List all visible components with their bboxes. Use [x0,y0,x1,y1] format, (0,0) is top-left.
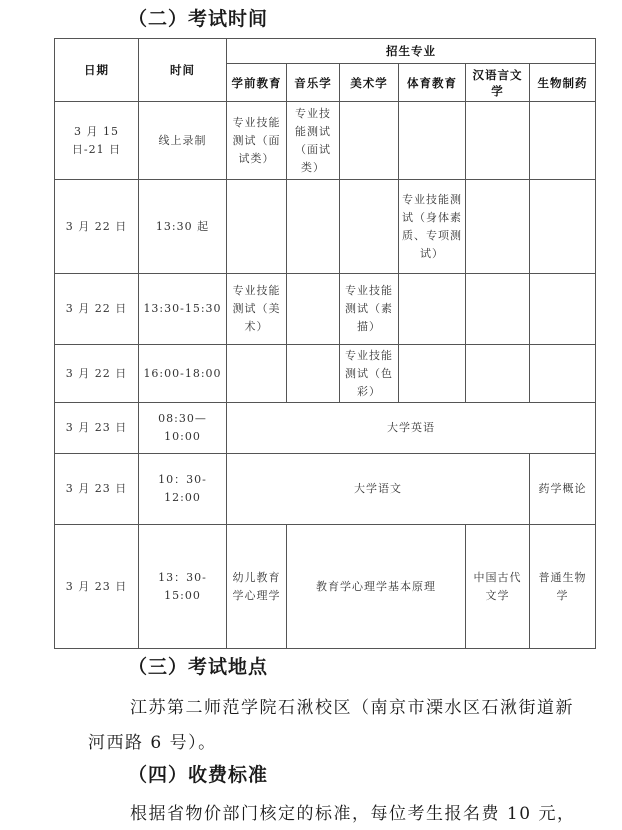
header-major-preschool: 学前教育 [227,64,287,102]
cell-date: 3 月 15 日-21 日 [55,102,139,180]
cell-preschool: 专业技能测试（美术） [227,274,287,345]
header-major-art: 美术学 [340,64,399,102]
table-row [55,525,596,649]
table-row [55,102,596,180]
cell-date: 3 月 22 日 [55,345,139,403]
exam-place-heading: （三）考试地点 [128,656,269,678]
cell-chinese [466,274,530,345]
cell-time: 10：30-12:00 [139,454,227,525]
cell-art [340,180,399,274]
exam-schedule-table [54,38,596,649]
cell-pe: 专业技能测试（身体素质、专项测试） [399,180,466,274]
cell-date: 3 月 22 日 [55,274,139,345]
cell-art: 专业技能测试（素描） [340,274,399,345]
cell-pharma [530,102,596,180]
exam-place-text-line1: 江苏第二师范学院石湫校区（南京市溧水区石湫街道新 [130,698,574,718]
header-time: 时间 [139,39,227,102]
cell-preschool [227,345,287,403]
cell-pharma [530,274,596,345]
table-row [55,454,596,525]
exam-time-heading: （二）考试时间 [128,8,269,30]
header-date: 日期 [55,39,139,102]
cell-date: 3 月 23 日 [55,525,139,649]
cell-art [340,102,399,180]
header-row [55,39,596,64]
table-row [55,180,596,274]
cell-time: 13:30-15:30 [139,274,227,345]
header-major-pe: 体育教育 [399,64,466,102]
cell-date: 3 月 23 日 [55,454,139,525]
cell-time: 16:00-18:00 [139,345,227,403]
cell-music [287,180,340,274]
cell-pe [399,102,466,180]
cell-music [287,345,340,403]
table-row [55,345,596,403]
cell-chinese [466,180,530,274]
cell-pe [399,345,466,403]
fee-text-line1: 根据省物价部门核定的标准，每位考生报名费 10 元， [130,804,576,824]
header-major-pharma: 生物制药 [530,64,596,102]
cell-time: 线上录制 [139,102,227,180]
cell-pharma [530,345,596,403]
cell-pharma [530,180,596,274]
cell-merged-subject: 大学英语 [227,403,596,454]
cell-date: 3 月 23 日 [55,403,139,454]
cell-time: 08:30—10:00 [139,403,227,454]
table-row [55,274,596,345]
cell-chinese [466,345,530,403]
cell-pharma: 普通生物学 [530,525,596,649]
fee-heading: （四）收费标准 [128,764,269,786]
cell-time: 13:30 起 [139,180,227,274]
cell-chinese [466,102,530,180]
cell-merged-subject: 大学语文 [227,454,530,525]
cell-music: 专业技能测试（面试类） [287,102,340,180]
cell-preschool: 幼儿教育学心理学 [227,525,287,649]
cell-chinese: 中国古代文学 [466,525,530,649]
header-major-music: 音乐学 [287,64,340,102]
table-row [55,403,596,454]
cell-merged-subject: 教育学心理学基本原理 [287,525,466,649]
cell-date: 3 月 22 日 [55,180,139,274]
header-majors-group: 招生专业 [227,39,596,64]
exam-place-text-line2: 河西路 6 号）。 [88,733,217,753]
cell-preschool: 专业技能测试（面试类） [227,102,287,180]
cell-preschool [227,180,287,274]
cell-art: 专业技能测试（色彩） [340,345,399,403]
cell-time: 13：30-15:00 [139,525,227,649]
cell-pharma: 药学概论 [530,454,596,525]
cell-pe [399,274,466,345]
header-major-chinese: 汉语言文学 [466,64,530,102]
cell-music [287,274,340,345]
